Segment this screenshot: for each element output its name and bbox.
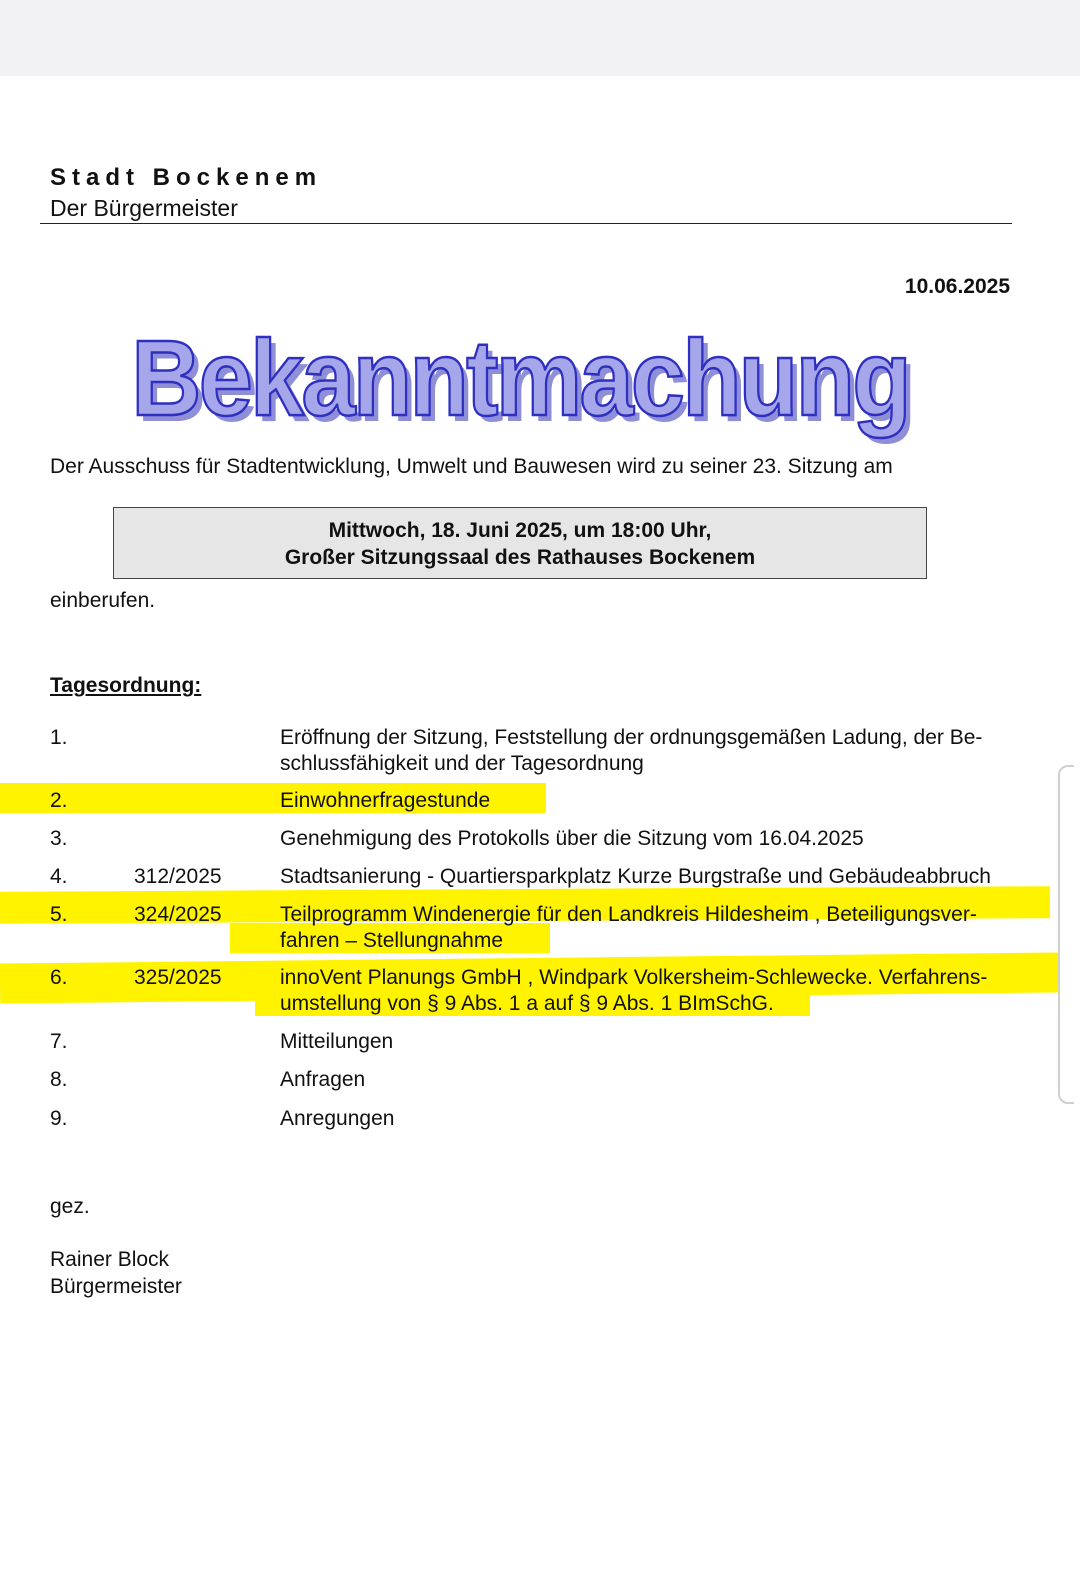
meeting-datetime: Mittwoch, 18. Juni 2025, um 18:00 Uhr, [328, 519, 712, 542]
agenda-item-number: 5. [50, 903, 68, 926]
agenda-item-text: Eröffnung der Sitzung, Feststellung der ordnungsgemäßen Ladung, der Be- schlussfähigkeit und der Tagesordnung [280, 726, 983, 775]
organization-name: Stadt Bockenem [50, 164, 323, 191]
header-divider [40, 223, 1012, 224]
agenda-item-text: Anregungen [280, 1107, 395, 1130]
agenda-item-number: 2. [50, 789, 68, 812]
document-title: Bekanntmachung [131, 317, 909, 438]
meeting-info-box [113, 507, 927, 579]
agenda-item-text: Einwohnerfragestunde [280, 789, 491, 812]
agenda-item-text: innoVent Planungs GmbH , Windpark Volkersheim-Schlewecke. Verfahrens- umstellung von § 9 Abs. 1 a auf § 9 Abs. 1 BImSchG. [280, 966, 988, 1015]
signatory-name: Rainer Block [50, 1248, 170, 1271]
agenda-item-number: 8. [50, 1068, 68, 1091]
agenda-item-number: 4. [50, 865, 68, 888]
agenda-item-text: Stadtsanierung - Quartiersparkplatz Kurze Burgstraße und Gebäudeabbruch [280, 865, 991, 888]
agenda-item-text: Mitteilungen [280, 1030, 394, 1053]
signature-gez: gez. [50, 1195, 90, 1218]
agenda-item-text: Genehmigung des Protokolls über die Sitzung vom 16.04.2025 [280, 827, 864, 850]
intro-text: Der Ausschuss für Stadtentwicklung, Umwelt und Bauwesen wird zu seiner 23. Sitzung am [50, 455, 893, 478]
agenda-heading: Tagesordnung: [50, 674, 202, 697]
agenda-item-number: 3. [50, 827, 68, 850]
agenda-item-text: Teilprogramm Windenergie für den Landkreis Hildesheim , Beteiligungsver- fahren – Stellungnahme [280, 903, 977, 952]
agenda-item-reference: 325/2025 [134, 966, 222, 989]
closing-text: einberufen. [50, 589, 156, 612]
department-name: Der Bürgermeister [50, 195, 238, 221]
agenda-item-number: 7. [50, 1030, 68, 1053]
agenda-item-number: 6. [50, 966, 68, 989]
letterhead [50, 163, 322, 223]
agenda-item-number: 9. [50, 1107, 68, 1130]
meeting-location: Großer Sitzungssaal des Rathauses Bockenem [284, 546, 756, 569]
document-date: 10.06.2025 [904, 275, 1010, 298]
agenda-item-text: Anfragen [280, 1068, 366, 1091]
agenda-item-number: 1. [50, 726, 68, 749]
agenda-item-reference: 324/2025 [134, 903, 222, 926]
title-container [0, 315, 1040, 440]
top-status-bar [0, 0, 1080, 76]
signatory-role: Bürgermeister [50, 1275, 182, 1298]
signature-block [50, 1246, 182, 1300]
scrollbar-handle[interactable] [1058, 765, 1074, 1104]
agenda-item-reference: 312/2025 [134, 865, 222, 888]
